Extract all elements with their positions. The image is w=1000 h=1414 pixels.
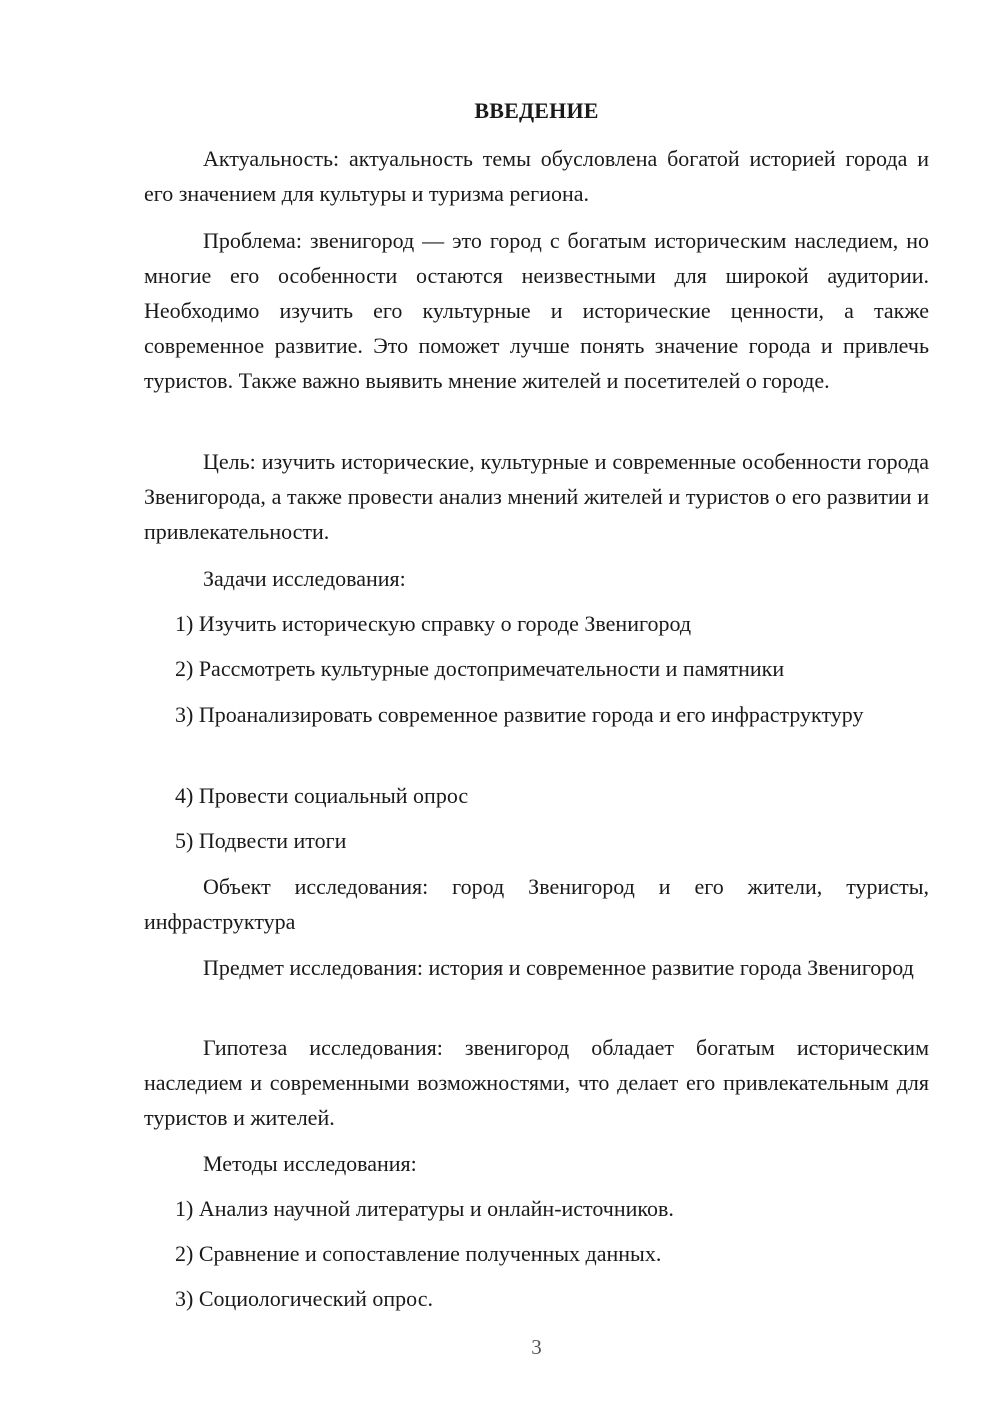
paragraph-hypothesis: Гипотеза исследования: звенигород обладает богатым историческим наследием и современными возможностями, что делает его привлекательным для туристов и жителей. [144,1035,929,1130]
page-number: 3 [531,1335,542,1359]
task-item-3: 3) Проанализировать современное развитие города и его инфраструктуру [175,702,864,727]
paragraph-methods-heading: Методы исследования: [203,1151,417,1176]
task-item-1: 1) Изучить историческую справку о городе Звенигород [175,611,692,636]
method-item-1: 1) Анализ научной литературы и онлайн-источников. [175,1196,674,1221]
task-item-4: 4) Провести социальный опрос [175,783,469,808]
section-title: ВВЕДЕНИЕ [474,98,599,123]
paragraph-subject: Предмет исследования: история и современное развитие города Звенигород [203,955,914,980]
paragraph-relevance: Актуальность: актуальность темы обусловлена богатой историей города и его значением для культуры и туризма региона. [144,146,929,206]
paragraph-problem: Проблема: звенигород — это город с богатым историческим наследием, но многие его особенности остаются неизвестными для широкой аудитории. Необходимо изучить его культурные и исторические ценности, а также современное развитие. Это поможет лучше понять значение города и привлечь туристов. Также важно выявить мнение жителей и посетителей о городе. [144,228,929,393]
paragraph-goal: Цель: изучить исторические, культурные и современные особенности города Звенигорода, а также провести анализ мнений жителей и туристов о его развитии и привлекательности. [144,449,929,544]
method-item-2: 2) Сравнение и сопоставление полученных данных. [175,1241,662,1266]
task-item-5: 5) Подвести итоги [175,828,347,853]
paragraph-object: Объект исследования: город Звенигород и его жители, туристы, инфраструктура [144,874,929,934]
task-item-2: 2) Рассмотреть культурные достопримечательности и памятники [175,656,785,681]
method-item-3: 3) Социологический опрос. [175,1286,433,1311]
paragraph-tasks-heading: Задачи исследования: [203,566,406,591]
